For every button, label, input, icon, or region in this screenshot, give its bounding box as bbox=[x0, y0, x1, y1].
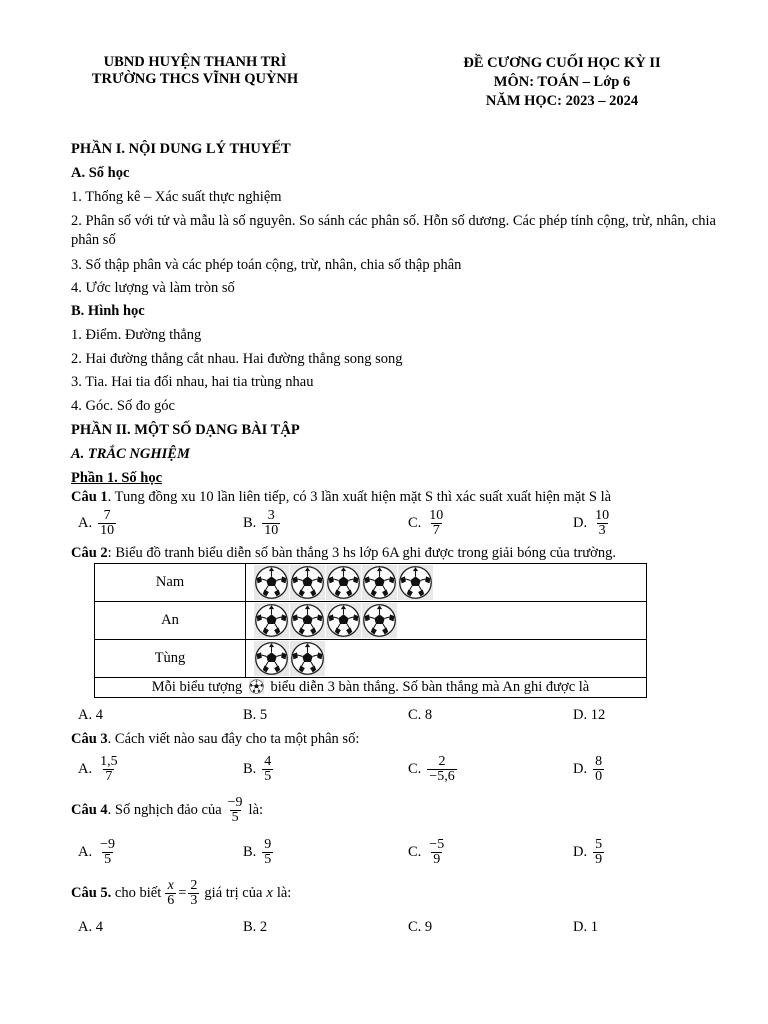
q3-option-d[interactable]: D. $\frac{8}{0}$ bbox=[573, 754, 603, 784]
question-label: Câu 3 bbox=[71, 731, 108, 747]
q4-option-d[interactable]: D. $\frac{5}{9}$ bbox=[573, 837, 603, 867]
question-label: Câu 2 bbox=[71, 545, 108, 561]
table-row bbox=[95, 678, 647, 698]
fraction: $\frac{1,5}{7}$ bbox=[100, 754, 118, 784]
theory-item: 2. Phân số với tử và mẫu là số nguyên. So sánh các phân số. Hỗn số dương. Các phép tính cộng, trừ, nhân, chia phân số bbox=[71, 213, 716, 248]
district-name: UBND HUYỆN THANH TRÌ bbox=[103, 54, 287, 70]
question-label: Câu 4 bbox=[71, 802, 108, 818]
soccer-ball-icon bbox=[326, 565, 361, 600]
soccer-ball-icon bbox=[254, 641, 289, 676]
q2-option-d[interactable]: D. 12 bbox=[573, 707, 606, 723]
q4-option-b[interactable]: B. $\frac{9}{5}$ bbox=[243, 837, 272, 867]
theory-item: 3. Tia. Hai tia đối nhau, hai tia trùng nhau bbox=[71, 374, 314, 390]
soccer-ball-icon bbox=[290, 565, 325, 600]
question-3 bbox=[71, 731, 359, 748]
phan1-title: Phần 1. Số học bbox=[71, 470, 163, 486]
fraction: $\frac{8}{0}$ bbox=[595, 754, 603, 784]
q2-option-a[interactable]: A. 4 bbox=[78, 707, 103, 723]
theory-item: 2. Hai đường thẳng cắt nhau. Hai đường thẳng song song bbox=[71, 351, 403, 367]
doc-title: ĐỀ CƯƠNG CUỐI HỌC KỲ II bbox=[463, 55, 661, 71]
fraction: $\frac{-9}{5}$ bbox=[100, 837, 116, 867]
q1-option-a[interactable]: A. $\frac{7}{10}$ bbox=[78, 508, 115, 538]
student-name: Tùng bbox=[95, 640, 246, 678]
fraction: $\frac{-5}{9}$ bbox=[429, 837, 445, 867]
theory-item: 3. Số thập phân và các phép toán cộng, trừ, nhân, chia số thập phân bbox=[71, 257, 462, 273]
exam-header bbox=[420, 54, 704, 111]
q1-option-b[interactable]: B. $\frac{3}{10}$ bbox=[243, 508, 279, 538]
soccer-ball-icon bbox=[398, 565, 433, 600]
q3-option-b[interactable]: B. $\frac{4}{5}$ bbox=[243, 754, 272, 784]
fraction: $\frac{2}{3}$ bbox=[190, 878, 198, 908]
q5-option-a[interactable]: A. 4 bbox=[78, 919, 103, 935]
fraction: $\frac{10}{3}$ bbox=[595, 508, 610, 538]
question-label: Câu 5. bbox=[71, 885, 112, 901]
soccer-ball-icon bbox=[254, 603, 289, 638]
theory-item: 1. Điểm. Đường thẳng bbox=[71, 327, 202, 343]
q1-option-c[interactable]: C. $\frac{10}{7}$ bbox=[408, 508, 444, 538]
school-name: TRƯỜNG THCS VĨNH QUỲNH bbox=[91, 71, 299, 87]
table-row bbox=[95, 640, 647, 678]
ball-row bbox=[246, 641, 646, 676]
q4-option-c[interactable]: C. $\frac{-5}{9}$ bbox=[408, 837, 445, 867]
pictograph-table bbox=[94, 563, 647, 698]
fraction: $\frac{7}{10}$ bbox=[100, 508, 115, 538]
fraction: $\frac{4}{5}$ bbox=[264, 754, 272, 784]
soccer-ball-icon bbox=[362, 565, 397, 600]
fraction: $\frac{2}{-5,6}$ bbox=[429, 754, 455, 784]
part2-title: PHẦN II. MỘT SỐ DẠNG BÀI TẬP bbox=[71, 422, 300, 438]
table-row bbox=[95, 602, 647, 640]
ball-row bbox=[246, 603, 646, 638]
fraction: $\frac{5}{9}$ bbox=[595, 837, 603, 867]
q2-option-b[interactable]: B. 5 bbox=[243, 707, 268, 723]
school-year: NĂM HỌC: 2023 – 2024 bbox=[485, 93, 639, 109]
question-text: . Cách viết nào sau đây cho ta một phân số: bbox=[107, 731, 360, 747]
question-label: Câu 1 bbox=[71, 489, 108, 505]
q4-option-a[interactable]: A. $\frac{-9}{5}$ bbox=[78, 837, 116, 867]
question-2 bbox=[71, 545, 616, 562]
q3-option-c[interactable]: C. $\frac{2}{-5,6}$ bbox=[408, 754, 455, 784]
soccer-ball-icon bbox=[254, 565, 289, 600]
theory-item: 1. Thống kê – Xác suất thực nghiệm bbox=[71, 189, 282, 205]
section-b-title: B. Hình học bbox=[71, 303, 145, 319]
question-1 bbox=[71, 489, 611, 506]
question-text: . Số nghịch đảo của bbox=[107, 802, 222, 818]
question-text: . Tung đồng xu 10 lần liên tiếp, có 3 lần xuất hiện mặt S thì xác suất xuất hiện mặt S là bbox=[107, 489, 612, 505]
soccer-ball-icon bbox=[290, 641, 325, 676]
soccer-ball-icon bbox=[290, 603, 325, 638]
theory-item: 4. Góc. Số đo góc bbox=[71, 398, 175, 414]
soccer-ball-icon bbox=[249, 679, 264, 694]
multiple-choice-title: A. TRẮC NGHIỆM bbox=[71, 446, 190, 462]
q5-option-c[interactable]: C. 9 bbox=[408, 919, 433, 935]
q5-option-b[interactable]: B. 2 bbox=[243, 919, 268, 935]
q2-option-c[interactable]: C. 8 bbox=[408, 707, 433, 723]
soccer-ball-icon bbox=[362, 603, 397, 638]
question-4: Câu 4 . Số nghịch đảo của $\frac{-9}{5}$ là: bbox=[71, 795, 264, 825]
soccer-ball-icon bbox=[326, 603, 361, 638]
q3-option-a[interactable]: A. $\frac{1,5}{7}$ bbox=[78, 754, 118, 784]
fraction: $\frac{3}{10}$ bbox=[264, 508, 279, 538]
fraction: $\frac{x}{6}$ bbox=[167, 878, 175, 908]
school-header bbox=[60, 54, 330, 88]
fraction: $\frac{10}{7}$ bbox=[429, 508, 444, 538]
table-row bbox=[95, 564, 647, 602]
q1-option-d[interactable]: D. $\frac{10}{3}$ bbox=[573, 508, 610, 538]
student-name: Nam bbox=[95, 564, 246, 602]
fraction: $\frac{9}{5}$ bbox=[264, 837, 272, 867]
part1-title: PHẦN I. NỘI DUNG LÝ THUYẾT bbox=[71, 141, 291, 157]
theory-item: 4. Ước lượng và làm tròn số bbox=[71, 280, 235, 296]
ball-row bbox=[246, 565, 646, 600]
q5-option-d[interactable]: D. 1 bbox=[573, 919, 598, 935]
fraction: $\frac{-9}{5}$ bbox=[227, 795, 243, 825]
question-text: : Biểu đồ tranh biểu diễn số bàn thắng 3 hs lớp 6A ghi được trong giải bóng của trường. bbox=[107, 545, 616, 561]
section-a-title: A. Số học bbox=[71, 165, 130, 181]
subject: MÔN: TOÁN – Lớp 6 bbox=[493, 74, 631, 90]
pictograph-legend: Mỗi biểu tượng biểu diễn 3 bàn thắng. Số bàn thắng mà An ghi được là bbox=[95, 678, 647, 698]
question-5: Câu 5. cho biết $\frac{x}{6}$ = $\frac{2}{3}$ giá trị của x là: bbox=[71, 878, 292, 908]
student-name: An bbox=[95, 602, 246, 640]
